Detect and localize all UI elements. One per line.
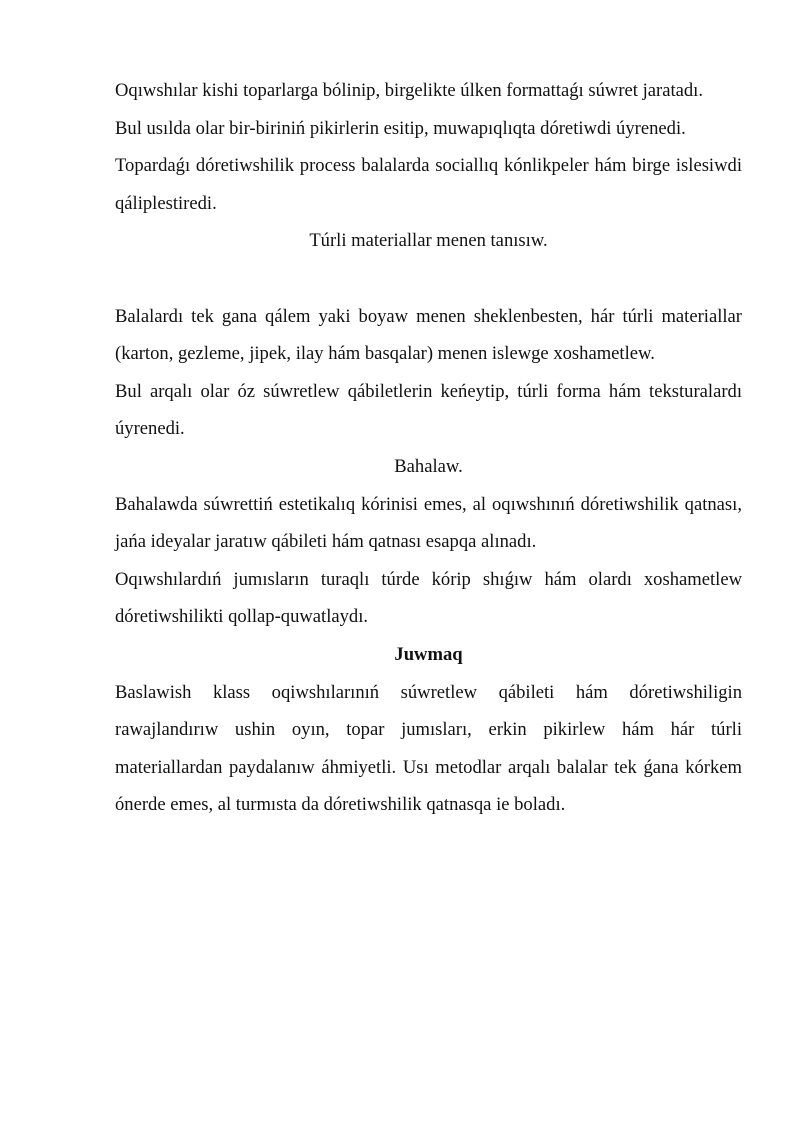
paragraph-social-skills: Topardaǵı dóretiwshilik process balalarda sociallıq kónlikpeler hám birge islesiwdi qáliplestiredi. bbox=[115, 155, 742, 214]
paragraph-group-poster: Oqıwshılar kishi toparlarga bólinip, birgelikte úlken formattaǵı súwret jaratadı. bbox=[115, 80, 703, 101]
section-heading-materials: Túrli materiallar menen tanısıw. bbox=[309, 230, 548, 252]
paragraph-forms-textures: Bul arqalı olar óz súwretlew qábiletlerin keńeytip, túrli forma hám teksturalardı úyrenedi. bbox=[115, 380, 742, 440]
paragraph-listening-ideas: Bul usılda olar bir-biriniń pikirlerin esitip, muwapıqlıqta dóretiwdi úyrenedi. bbox=[115, 117, 686, 139]
section-heading-assessment: Bahalaw. bbox=[394, 455, 463, 477]
paragraph-various-materials: Balalardı tek gana qálem yaki boyaw menen sheklenbesten, hár túrli materiallar (karton, gezleme, jipek, ilay hám basqalar) menen islewge xoshametlew. bbox=[115, 305, 742, 365]
blank-line bbox=[115, 260, 742, 298]
paragraph-encouragement: Oqıwshılardıń jumısların turaqlı túrde kórip shıǵıw hám olardı xoshametlew dóretiwshilikti qollap-quwatlaydı. bbox=[115, 568, 742, 628]
paragraph-assessment-criteria: Bahalawda súwrettiń estetikalıq kórinisi emes, al oqıwshınıń dóretiwshilik qatnası, jańa ideyalar jaratıw qábileti hám qatnası esapqa alınadı. bbox=[115, 493, 742, 553]
section-heading-conclusion: Juwmaq bbox=[394, 643, 463, 665]
document-body bbox=[115, 72, 742, 824]
paragraph-conclusion: Baslawish klass oqiwshılarınıń súwretlew qábileti hám dóretiwshiligin rawajlandırıw ushin oyın, topar jumısları, erkin pikirlew hám hár túrli materiallardan paydalanıw áhmiyetli. Usı metodlar arqalı balalar tek ǵana kórkem ónerde emes, al turmısta da dóretiwshilik qatnasqa ie boladı. bbox=[115, 681, 742, 816]
